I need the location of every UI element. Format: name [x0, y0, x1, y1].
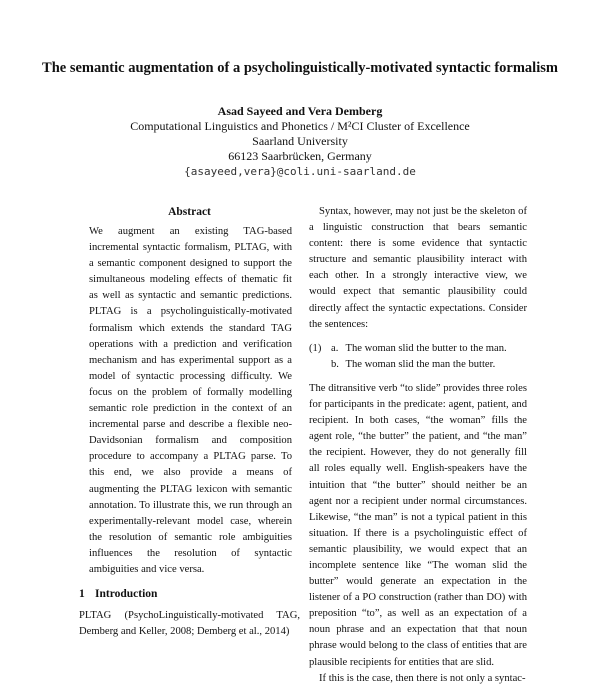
- left-column: [79, 204, 300, 640]
- ditransitive-paragraph: The ditransitive verb “to slide” provides three roles for participants in the predicate: agent, patient, and recipient. In both cases, “the woman” fills the agent role, “the butter” the patient, and “the man” the recipient. However, they do not generally fill all roles equally well. English-speakers have the intuition that “the butter” should neither be an agent nor a recipient under normal circumstances. Likewise, “the man” is not a typical patient in this situation. If there is a psycholinguistic effect of semantic plausibility, we would expect that an incomplete sentence like “The woman slid the butter” would generate an expectation in the listener of a PO construction (rather than DO) with preposition “to”, as well as an expectation of a noun phrase and an expectation that that noun phrase would belong to the class of entities that are plausible recipients for entities that are slid.: [309, 382, 527, 668]
- example-a-label: a.: [331, 342, 339, 354]
- section-number: 1: [79, 588, 85, 601]
- example-row-a: [309, 341, 527, 357]
- author-block: [40, 104, 560, 179]
- introduction-text: PLTAG (PsychoLinguistically-motivated TAG, Demberg and Keller, 2008; Demberg et al., 2014): [79, 610, 300, 638]
- abstract-heading: Abstract: [168, 206, 211, 218]
- section-title: Introduction: [95, 588, 158, 601]
- continuation-paragraph: If this is the case, then there is not only a syntac-: [319, 672, 526, 684]
- author-affiliation: Computational Linguistics and Phonetics / M²CI Cluster of Excellence: [130, 119, 470, 133]
- example-a-text: The woman slid the butter to the man.: [345, 342, 507, 354]
- paper-title: The semantic augmentation of a psycholinguistically-motivated syntactic formalism: [42, 60, 558, 76]
- author-city: 66123 Saarbrücken, Germany: [228, 149, 372, 163]
- author-emails: {asayeed,vera}@coli.uni-saarland.de: [184, 165, 416, 178]
- example-sentences: [309, 341, 527, 373]
- right-column: [309, 204, 527, 687]
- author-university: Saarland University: [252, 134, 348, 148]
- example-b-label: b.: [331, 358, 339, 370]
- example-row-b: [309, 357, 527, 373]
- example-number: (1): [309, 342, 322, 354]
- syntax-paragraph: Syntax, however, may not just be the skeleton of a linguistic construction that bears semantic content: there is some evidence that syntactic structure and semantic plausibility interact with each other. In a strongly interactive view, we would expect that semantic plausibility could directly affect the syntactic expectations. Consider the sentences:: [309, 206, 527, 330]
- author-names: Asad Sayeed and Vera Demberg: [217, 104, 383, 118]
- abstract-text: We augment an existing TAG-based incremental syntactic formalism, PLTAG, with a semantic component designed to support the simultaneous modeling effects of thematic fit as well as syntactic and semantic predictions. PLTAG is a psycholinguistically-motivated formalism which extends the standard TAG operations with a prediction and verification mechanism and has experimental support as a model of syntactic processing difficulty. We focus on the problem of formally modelling semantic role prediction in the context of an incremental parse and describe a flexible neo-Davidsonian formalism and composition procedure to accompany a PLTAG parse. To this end, we also provide a means of augmenting the PLTAG lexicon with semantic annotation. To illustrate this, we run through an experimentally-relevant model case, wherein the resolution of semantic role ambiguities influences the resolution of syntactic ambiguities and vice versa.: [89, 226, 292, 575]
- example-b-text: The woman slid the man the butter.: [345, 358, 496, 370]
